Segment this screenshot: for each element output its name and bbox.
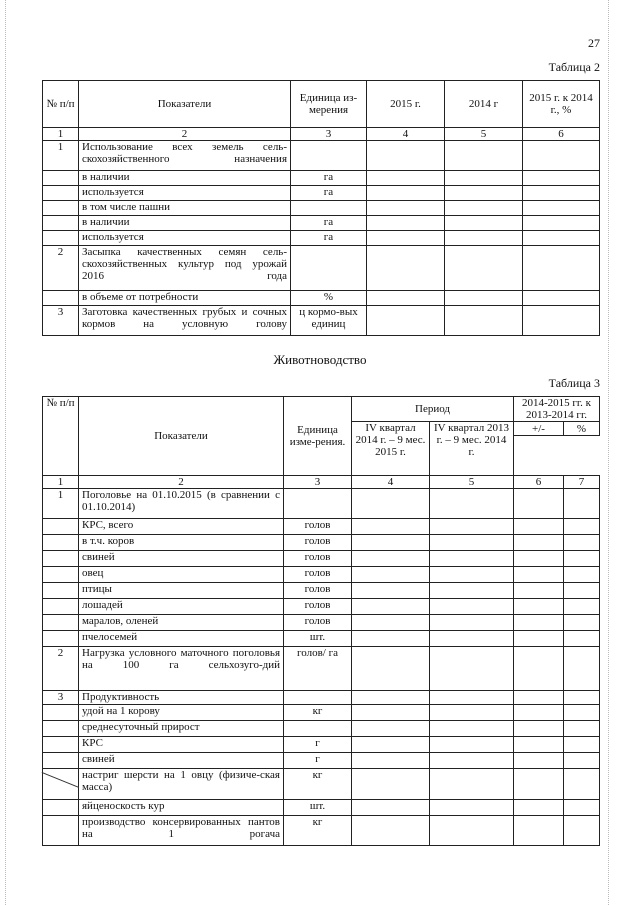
value-cell xyxy=(352,599,430,615)
table-row xyxy=(43,551,600,567)
t3-colnum: 4 xyxy=(352,476,430,489)
row-unit: шт. xyxy=(284,800,352,816)
table3-caption: Таблица 3 xyxy=(548,376,600,390)
table-row xyxy=(43,583,600,599)
value-cell xyxy=(564,551,600,567)
row-indicator: КРС xyxy=(79,737,284,753)
value-cell xyxy=(514,691,564,705)
value-cell xyxy=(352,800,430,816)
value-cell xyxy=(430,800,514,816)
value-cell xyxy=(564,489,600,519)
t3-header-plus-minus: +/- xyxy=(514,422,564,436)
table3 xyxy=(42,396,600,846)
value-cell xyxy=(352,721,430,737)
value-cell xyxy=(514,769,564,800)
row-unit: кг xyxy=(284,769,352,800)
table-row xyxy=(43,737,600,753)
value-cell xyxy=(564,816,600,846)
row-unit: ц кормо-вых единиц xyxy=(291,306,367,336)
row-number xyxy=(43,201,79,216)
row-number: 2 xyxy=(43,246,79,291)
value-cell xyxy=(352,489,430,519)
row-indicator: свиней xyxy=(79,753,284,769)
value-cell xyxy=(430,631,514,647)
row-indicator: в наличии xyxy=(79,216,291,231)
value-cell xyxy=(352,647,430,691)
table-row xyxy=(43,519,600,535)
row-number: 3 xyxy=(43,306,79,336)
value-cell xyxy=(564,615,600,631)
row-indicator: Использование всех земель сель-скохозяйственного назначения xyxy=(79,141,291,171)
page-number: 27 xyxy=(588,36,600,50)
value-cell xyxy=(514,753,564,769)
row-number xyxy=(43,737,79,753)
row-unit xyxy=(291,201,367,216)
value-cell xyxy=(430,691,514,705)
table-row xyxy=(43,141,600,171)
value-cell xyxy=(352,535,430,551)
row-indicator: производство консервированных пантов на 1 рогача xyxy=(79,816,284,846)
t2-colnum: 2 xyxy=(79,128,291,141)
margin-line xyxy=(608,0,609,905)
row-indicator: Засыпка качественных семян сель-скохозяйственных культур под урожай 2016 года xyxy=(79,246,291,291)
value-cell xyxy=(514,705,564,721)
row-indicator: среднесуточный прирост xyxy=(79,721,284,737)
value-cell xyxy=(352,615,430,631)
value-cell xyxy=(430,647,514,691)
value-cell xyxy=(564,800,600,816)
row-indicator: в наличии xyxy=(79,171,291,186)
value-cell xyxy=(564,647,600,691)
row-number xyxy=(43,171,79,186)
value-cell xyxy=(430,519,514,535)
row-indicator: свиней xyxy=(79,551,284,567)
row-unit: кг xyxy=(284,705,352,721)
row-unit: га xyxy=(291,216,367,231)
value-cell xyxy=(352,737,430,753)
margin-line xyxy=(5,0,6,905)
value-cell xyxy=(367,306,445,336)
table-row xyxy=(43,631,600,647)
value-cell xyxy=(514,583,564,599)
value-cell xyxy=(430,769,514,800)
row-number xyxy=(43,216,79,231)
value-cell xyxy=(445,186,523,201)
value-cell xyxy=(523,231,600,246)
row-number xyxy=(43,631,79,647)
value-cell xyxy=(514,721,564,737)
table-row xyxy=(43,567,600,583)
value-cell xyxy=(514,519,564,535)
value-cell xyxy=(523,291,600,306)
row-unit xyxy=(291,141,367,171)
row-indicator: используется xyxy=(79,231,291,246)
value-cell xyxy=(367,291,445,306)
value-cell xyxy=(564,753,600,769)
value-cell xyxy=(352,519,430,535)
value-cell xyxy=(430,599,514,615)
row-number xyxy=(43,535,79,551)
row-unit: голов/ га xyxy=(284,647,352,691)
table2-body xyxy=(43,141,600,336)
row-number xyxy=(43,816,79,846)
table-row xyxy=(43,647,600,691)
t2-header-indicator: Показатели xyxy=(79,81,291,128)
t2-colnum: 3 xyxy=(291,128,367,141)
t2-colnum: 6 xyxy=(523,128,600,141)
table-row xyxy=(43,599,600,615)
value-cell xyxy=(564,691,600,705)
value-cell xyxy=(430,721,514,737)
t3-colnum: 6 xyxy=(514,476,564,489)
row-unit: кг xyxy=(284,816,352,846)
value-cell xyxy=(564,769,600,800)
row-indicator: птицы xyxy=(79,583,284,599)
t3-header-indicator: Показатели xyxy=(79,397,284,476)
value-cell xyxy=(445,291,523,306)
value-cell xyxy=(564,583,600,599)
value-cell xyxy=(564,535,600,551)
table-row xyxy=(43,691,600,705)
row-number: 1 xyxy=(43,489,79,519)
row-unit: г xyxy=(284,737,352,753)
value-cell xyxy=(514,567,564,583)
value-cell xyxy=(523,141,600,171)
value-cell xyxy=(564,567,600,583)
row-indicator: яйценоскость кур xyxy=(79,800,284,816)
value-cell xyxy=(523,201,600,216)
row-unit: % xyxy=(291,291,367,306)
value-cell xyxy=(352,753,430,769)
value-cell xyxy=(367,201,445,216)
row-unit: га xyxy=(291,231,367,246)
t3-header-percent: % xyxy=(564,422,600,436)
row-unit: га xyxy=(291,171,367,186)
t3-header-period: Период xyxy=(352,397,514,422)
value-cell xyxy=(564,705,600,721)
row-number xyxy=(43,800,79,816)
t2-colnum: 4 xyxy=(367,128,445,141)
row-number xyxy=(43,583,79,599)
row-unit xyxy=(284,691,352,705)
row-number xyxy=(43,551,79,567)
table-row xyxy=(43,816,600,846)
value-cell xyxy=(445,201,523,216)
row-number xyxy=(43,186,79,201)
value-cell xyxy=(564,721,600,737)
row-unit: голов xyxy=(284,615,352,631)
value-cell xyxy=(514,535,564,551)
value-cell xyxy=(445,306,523,336)
table-row xyxy=(43,231,600,246)
row-indicator: маралов, оленей xyxy=(79,615,284,631)
row-indicator: Поголовье на 01.10.2015 (в сравнении с 01.10.2014) xyxy=(79,489,284,519)
t3-header-num: № п/п xyxy=(43,397,79,476)
t3-header-q4-2014: IV квартал 2014 г. – 9 мес. 2015 г. xyxy=(352,422,430,476)
value-cell xyxy=(523,186,600,201)
table-row xyxy=(43,705,600,721)
value-cell xyxy=(514,599,564,615)
row-number: 1 xyxy=(43,141,79,171)
row-unit: голов xyxy=(284,519,352,535)
value-cell xyxy=(523,306,600,336)
table-row xyxy=(43,753,600,769)
row-indicator: используется xyxy=(79,186,291,201)
value-cell xyxy=(430,567,514,583)
value-cell xyxy=(514,800,564,816)
row-unit: га xyxy=(291,186,367,201)
value-cell xyxy=(352,705,430,721)
value-cell xyxy=(445,171,523,186)
row-indicator: настриг шерсти на 1 овцу (физиче-ская масса) xyxy=(79,769,284,800)
value-cell xyxy=(367,216,445,231)
value-cell xyxy=(564,599,600,615)
value-cell xyxy=(514,631,564,647)
row-unit: голов xyxy=(284,535,352,551)
row-indicator: в объеме от потребности xyxy=(79,291,291,306)
row-indicator: КРС, всего xyxy=(79,519,284,535)
row-unit xyxy=(291,246,367,291)
row-indicator: в том числе пашни xyxy=(79,201,291,216)
value-cell xyxy=(352,551,430,567)
value-cell xyxy=(430,753,514,769)
t3-colnum: 3 xyxy=(284,476,352,489)
row-unit: г xyxy=(284,753,352,769)
table3-body xyxy=(43,489,600,846)
row-indicator: пчелосемей xyxy=(79,631,284,647)
t2-header-unit: Единица из-мерения xyxy=(291,81,367,128)
table2 xyxy=(42,80,600,336)
table-row xyxy=(43,186,600,201)
table-row xyxy=(43,535,600,551)
row-indicator: удой на 1 корову xyxy=(79,705,284,721)
row-number xyxy=(43,291,79,306)
value-cell xyxy=(352,769,430,800)
value-cell xyxy=(367,186,445,201)
row-unit xyxy=(284,721,352,737)
t3-colnum: 7 xyxy=(564,476,600,489)
value-cell xyxy=(445,231,523,246)
table-row xyxy=(43,171,600,186)
t3-header-q4-2013: IV квартал 2013 г. – 9 мес. 2014 г. xyxy=(430,422,514,476)
table-row xyxy=(43,291,600,306)
value-cell xyxy=(352,816,430,846)
value-cell xyxy=(514,737,564,753)
value-cell xyxy=(430,551,514,567)
value-cell xyxy=(430,705,514,721)
value-cell xyxy=(514,816,564,846)
row-indicator: Продуктивность xyxy=(79,691,284,705)
value-cell xyxy=(445,246,523,291)
value-cell xyxy=(430,737,514,753)
value-cell xyxy=(523,246,600,291)
t2-header-2014: 2014 г xyxy=(445,81,523,128)
value-cell xyxy=(514,551,564,567)
t3-colnum: 2 xyxy=(79,476,284,489)
value-cell xyxy=(367,246,445,291)
row-number xyxy=(43,705,79,721)
row-indicator: овец xyxy=(79,567,284,583)
value-cell xyxy=(352,567,430,583)
value-cell xyxy=(352,631,430,647)
value-cell xyxy=(367,231,445,246)
value-cell xyxy=(445,216,523,231)
row-unit xyxy=(284,489,352,519)
table-row xyxy=(43,306,600,336)
value-cell xyxy=(352,691,430,705)
row-unit: голов xyxy=(284,567,352,583)
value-cell xyxy=(564,631,600,647)
row-unit: голов xyxy=(284,599,352,615)
row-number xyxy=(43,599,79,615)
table-row xyxy=(43,216,600,231)
value-cell xyxy=(430,535,514,551)
row-indicator: Заготовка качественных грубых и сочных кормов на условную голову xyxy=(79,306,291,336)
value-cell xyxy=(514,489,564,519)
t2-header-2015: 2015 г. xyxy=(367,81,445,128)
value-cell xyxy=(564,519,600,535)
value-cell xyxy=(430,583,514,599)
row-number xyxy=(43,615,79,631)
table-row xyxy=(43,769,600,800)
table-row xyxy=(43,246,600,291)
row-indicator: лошадей xyxy=(79,599,284,615)
value-cell xyxy=(367,171,445,186)
row-number xyxy=(43,567,79,583)
row-number xyxy=(43,721,79,737)
value-cell xyxy=(523,171,600,186)
value-cell xyxy=(564,737,600,753)
t3-header-change: 2014-2015 гг. к 2013-2014 гг. xyxy=(514,397,600,422)
value-cell xyxy=(367,141,445,171)
t2-colnum: 1 xyxy=(43,128,79,141)
value-cell xyxy=(445,141,523,171)
value-cell xyxy=(430,615,514,631)
row-unit: голов xyxy=(284,551,352,567)
section-title: Животноводство xyxy=(273,352,367,367)
table-row xyxy=(43,489,600,519)
t3-colnum: 1 xyxy=(43,476,79,489)
row-number: 2 xyxy=(43,647,79,691)
t2-header-ratio: 2015 г. к 2014 г., % xyxy=(523,81,600,128)
row-number xyxy=(43,753,79,769)
t2-colnum: 5 xyxy=(445,128,523,141)
t3-header-unit: Единица изме-рения. xyxy=(284,397,352,476)
value-cell xyxy=(352,583,430,599)
row-unit: шт. xyxy=(284,631,352,647)
row-number xyxy=(43,231,79,246)
table2-caption: Таблица 2 xyxy=(548,60,600,74)
table-row xyxy=(43,721,600,737)
row-unit: голов xyxy=(284,583,352,599)
t3-colnum: 5 xyxy=(430,476,514,489)
row-number xyxy=(43,519,79,535)
value-cell xyxy=(430,816,514,846)
table-row xyxy=(43,615,600,631)
row-indicator: Нагрузка условного маточного поголовья на 100 га сельхозуго-дий xyxy=(79,647,284,691)
row-indicator: в т.ч. коров xyxy=(79,535,284,551)
value-cell xyxy=(523,216,600,231)
t2-header-num: № п/п xyxy=(43,81,79,128)
row-number: 3 xyxy=(43,691,79,705)
table-row xyxy=(43,201,600,216)
value-cell xyxy=(430,489,514,519)
value-cell xyxy=(514,647,564,691)
value-cell xyxy=(514,615,564,631)
table-row xyxy=(43,800,600,816)
